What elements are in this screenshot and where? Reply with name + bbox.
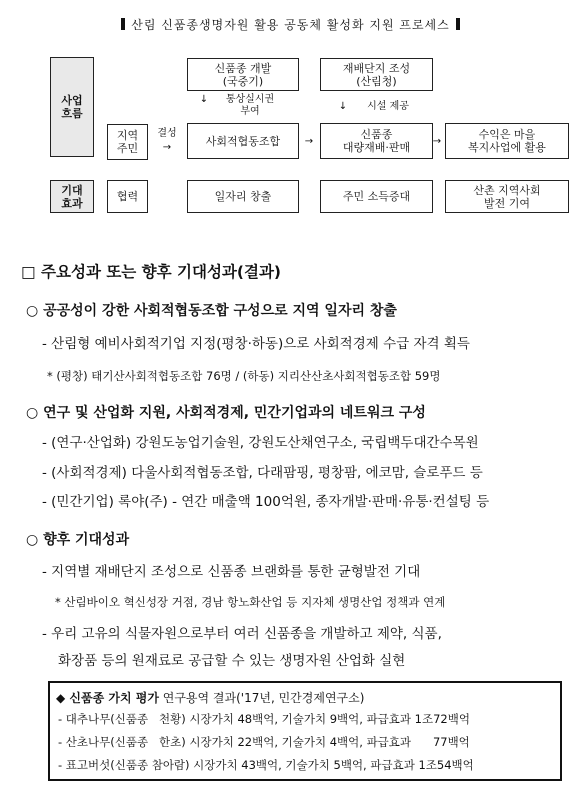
continuation-line: 화장품 등의 원재료로 공급할 수 있는 생명자원 산업화 실현 xyxy=(58,653,406,669)
valuation-row: - 대추나무(신품종 천황) 시장가치 48백억, 기술가치 9백억, 파급효과 1조72백억 xyxy=(58,712,470,726)
cultivation-complex-box: 재배단지 조성 (산림청) xyxy=(320,58,433,91)
new-variety-box: 신품종 개발 (국중기) xyxy=(187,58,299,91)
income-box: 주민 소득증대 xyxy=(320,180,433,213)
page-title: 산림 신품종생명자원 활용 공동체 활성화 지원 프로세스 xyxy=(0,16,581,33)
down-arrow-2: ↓ xyxy=(338,101,348,112)
cooperation-box: 협력 xyxy=(107,180,148,213)
social-coop-box: 사회적협동조합 xyxy=(187,123,299,159)
union-label: 결성 xyxy=(157,128,177,139)
mass-cultivation-box: 신품종 대량재배·판매 xyxy=(320,123,433,159)
bullet-item: ○ 향후 기대성과 xyxy=(26,532,130,548)
facility-label: 시설 제공 xyxy=(367,101,409,112)
title-right-mark xyxy=(456,18,460,30)
title-left-mark xyxy=(121,18,125,30)
valuation-row: - 산초나무(신품종 한초) 시장가치 22백억, 기술가치 4백억, 파급효과 77백억 xyxy=(58,735,470,749)
balanced-development-box: 산촌 지역사회 발전 기여 xyxy=(445,180,569,213)
dash-item: - (사회적경제) 다울사회적협동조합, 다래팜핑, 평창팜, 에코맘, 슬로푸드 등 xyxy=(42,465,483,481)
note-item: * (평창) 태기산사회적협동조합 76명 / (하동) 지리산산초사회적협동조합 59명 xyxy=(47,369,441,383)
note-item: * 산림바이오 혁신성장 거점, 경남 항노화산업 등 지자체 생명산업 정책과 연계 xyxy=(55,595,446,609)
arrow-1: → xyxy=(162,142,172,153)
valuation-row: - 표고버섯(신품종 참아람) 시장가치 43백억, 기술가치 5백억, 파급효과 1조54백억 xyxy=(58,758,474,772)
row-label-flow: 사업 흐름 xyxy=(50,57,94,157)
section-heading: □ 주요성과 또는 향후 기대성과(결과) xyxy=(21,263,282,281)
down-arrow-1: ↓ xyxy=(199,94,209,105)
jobs-box: 일자리 창출 xyxy=(187,180,299,213)
arrow-2: → xyxy=(304,136,314,147)
dash-item: - 지역별 재배단지 조성으로 신품종 브랜화를 통한 균형발전 기대 xyxy=(42,564,421,580)
welfare-box: 수익은 마을 복지사업에 활용 xyxy=(445,123,569,159)
dash-item: - (민간기업) 록야(주) - 연간 매출액 100억원, 종자개발·판매·유통·컨설팅 등 xyxy=(42,494,490,510)
dash-item: - 산림형 예비사회적기업 지정(평창·하동)으로 사회적경제 수급 자격 획득 xyxy=(42,336,470,352)
bullet-item: ○ 공공성이 강한 사회적협동조합 구성으로 지역 일자리 창출 xyxy=(26,303,397,319)
region-resident-box: 지역 주민 xyxy=(107,124,148,160)
valuation-box xyxy=(48,681,562,781)
row-label-effect: 기대 효과 xyxy=(50,180,94,213)
dash-item: - 우리 고유의 식물자원으로부터 여러 신품종을 개발하고 제약, 식품, xyxy=(42,626,442,642)
sales-right-label: 통상실시권 부여 xyxy=(225,94,275,117)
arrow-3: → xyxy=(432,136,442,147)
dash-item: - (연구·산업화) 강원도농업기술원, 강원도산채연구소, 국립백두대간수목원 xyxy=(42,435,479,451)
bullet-item: ○ 연구 및 산업화 지원, 사회적경제, 민간기업과의 네트워크 구성 xyxy=(26,405,426,421)
valuation-heading: ◆ 신품종 가치 평가 연구용역 결과('17년, 민간경제연구소) xyxy=(56,691,365,705)
